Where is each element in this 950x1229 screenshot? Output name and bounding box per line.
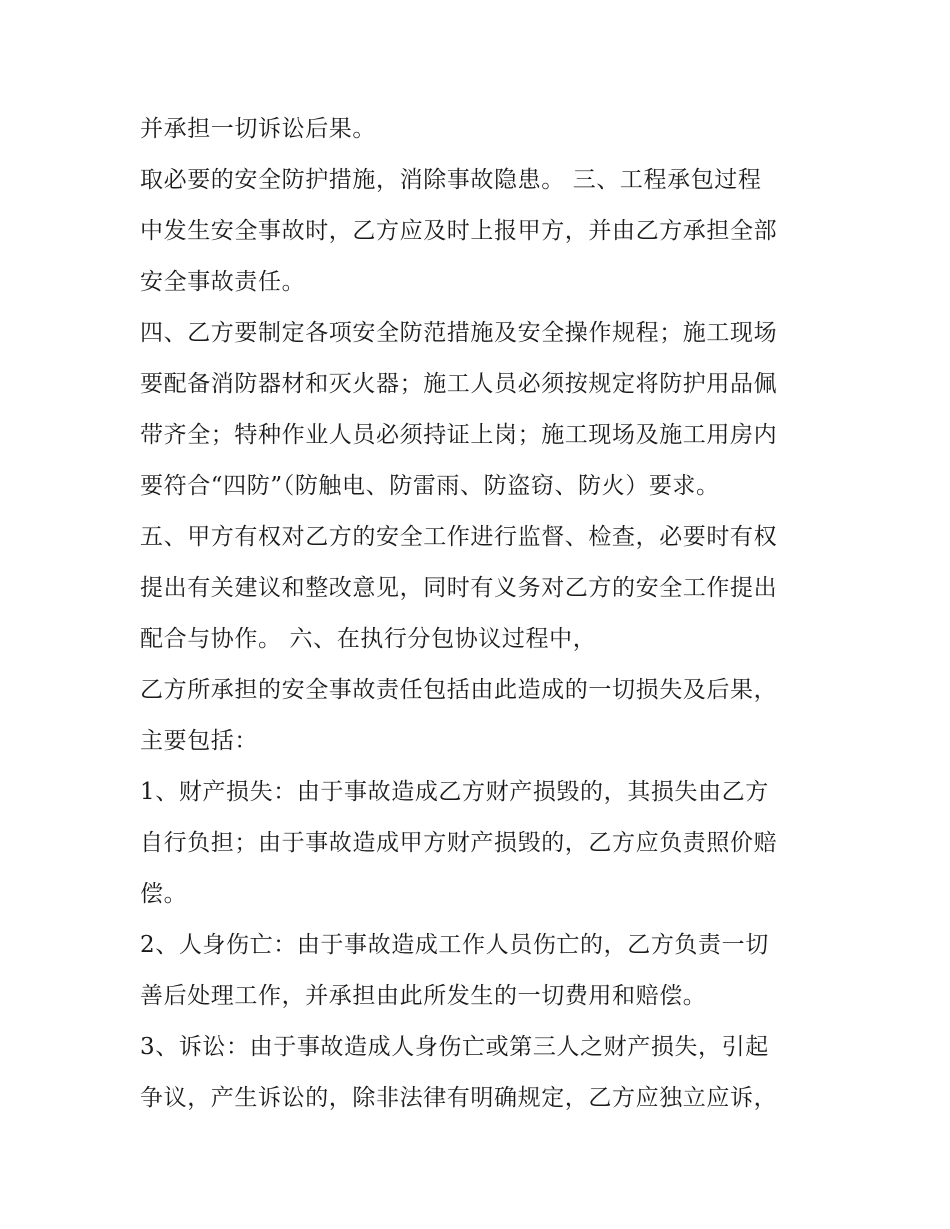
text-line: 中发生安全事故时，乙方应及时上报甲方，并由乙方承担全部 — [140, 218, 778, 244]
text-line: 主要包括： — [140, 728, 258, 754]
text-line: 并承担一切诉讼后果。 — [140, 116, 376, 142]
text-line: 乙方所承担的安全事故责任包括由此造成的一切损失及后果， — [140, 677, 778, 703]
text-line: 3、诉讼：由于事故造成人身伤亡或第三人之财产损失，引起 — [140, 1034, 769, 1060]
text-line: 五、甲方有权对乙方的安全工作进行监督、检查，必要时有权 — [140, 524, 778, 550]
text-line: 安全事故责任。 — [140, 269, 306, 295]
text-line: 提出有关建议和整改意见，同时有义务对乙方的安全工作提出 — [140, 575, 778, 601]
text-line: 取必要的安全防护措施，消除事故隐患。 三、工程承包过程 — [140, 167, 762, 193]
text-line: 偿。 — [140, 881, 188, 907]
text-line: 2、人身伤亡：由于事故造成工作人员伤亡的，乙方负责一切 — [140, 932, 769, 958]
text-line: 四、乙方要制定各项安全防范措施及安全操作规程；施工现场 — [140, 320, 778, 346]
text-line: 自行负担；由于事故造成甲方财产损毁的，乙方应负责照价赔 — [140, 830, 778, 856]
text-line: 1、财产损失：由于事故造成乙方财产损毁的，其损失由乙方 — [140, 779, 769, 805]
text-line: 带齐全；特种作业人员必须持证上岗；施工现场及施工用房内 — [140, 422, 778, 448]
text-line: 善后处理工作，并承担由此所发生的一切费用和赔偿。 — [140, 983, 707, 1009]
text-line: 争议，产生诉讼的，除非法律有明确规定，乙方应独立应诉， — [140, 1085, 778, 1111]
text-line: 要配备消防器材和灭火器；施工人员必须按规定将防护用品佩 — [140, 371, 778, 397]
text-line: 要符合“四防”（防触电、防雷雨、防盗窃、防火）要求。 — [140, 473, 720, 499]
text-line: 配合与协作。 六、在执行分包协议过程中， — [140, 626, 597, 652]
